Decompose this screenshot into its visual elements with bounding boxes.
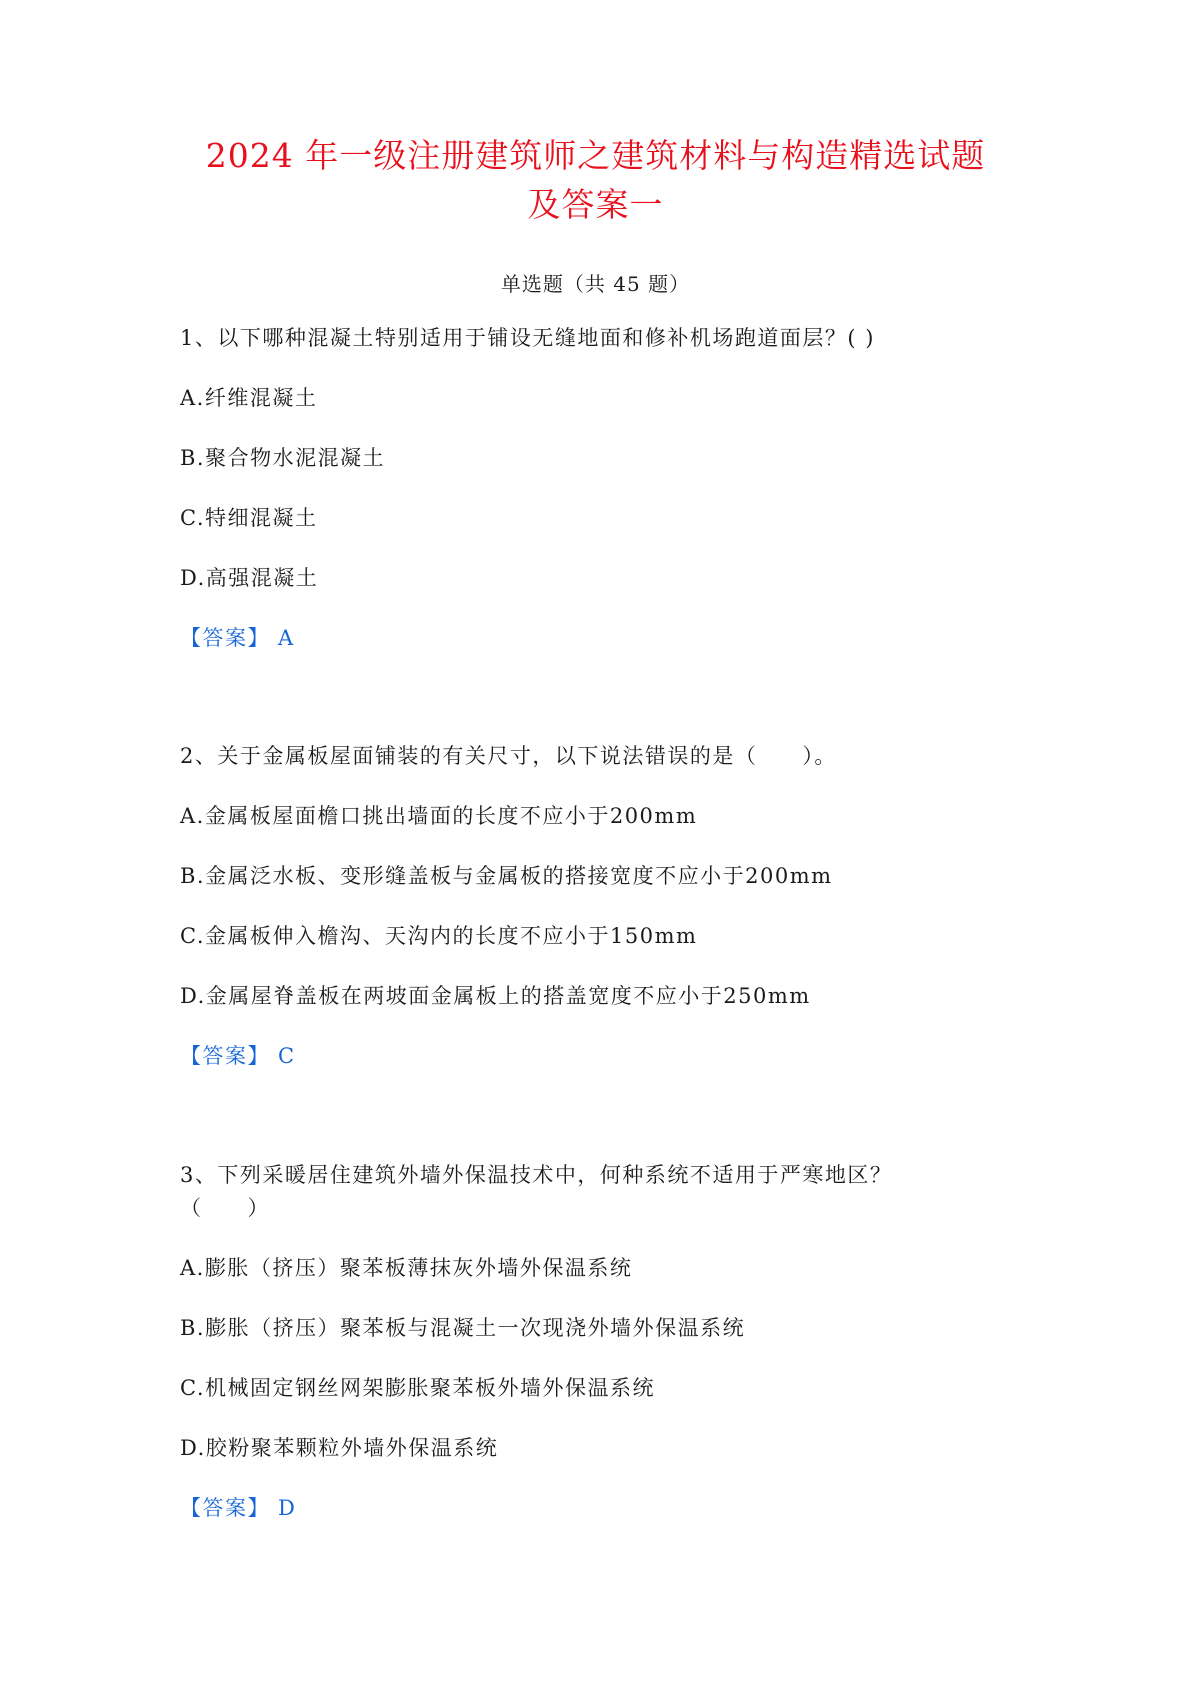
answer-value: A bbox=[278, 626, 295, 650]
question-2-stem: 2、关于金属板屋面铺装的有关尺寸，以下说法错误的是（ ）。 bbox=[180, 744, 837, 768]
question-2-option-a: A.金属板屋面檐口挑出墙面的长度不应小于200mm bbox=[180, 804, 698, 828]
answer-value: D bbox=[278, 1496, 297, 1520]
question-3-stem: 3、下列采暖居住建筑外墙外保温技术中，何种系统不适用于严寒地区？ bbox=[180, 1163, 893, 1187]
question-3-answer bbox=[180, 1498, 296, 1519]
section-heading: 单选题（共 45 题） bbox=[500, 272, 691, 296]
question-2-answer bbox=[180, 1046, 296, 1067]
question-1-answer bbox=[180, 628, 295, 649]
question-1-option-c: C.特细混凝土 bbox=[180, 506, 318, 530]
question-3-stem-continuation: （ ） bbox=[180, 1196, 270, 1220]
question-2-option-d: D.金属屋脊盖板在两坡面金属板上的搭盖宽度不应小于250mm bbox=[180, 984, 811, 1008]
question-2-option-b: B.金属泛水板、变形缝盖板与金属板的搭接宽度不应小于200mm bbox=[180, 864, 833, 888]
question-3-option-b: B.膨胀（挤压）聚苯板与混凝土一次现浇外墙外保温系统 bbox=[180, 1316, 746, 1340]
document-title-line-2: 及答案一 bbox=[527, 185, 664, 224]
answer-label: 【答案】 bbox=[180, 1496, 270, 1520]
question-1-option-b: B.聚合物水泥混凝土 bbox=[180, 446, 386, 470]
question-1-option-a: A.纤维混凝土 bbox=[180, 386, 318, 410]
question-3-option-a: A.膨胀（挤压）聚苯板薄抹灰外墙外保温系统 bbox=[180, 1256, 633, 1280]
question-3-option-d: D.胶粉聚苯颗粒外墙外保温系统 bbox=[180, 1436, 499, 1460]
document-title-line-1: 2024 年一级注册建筑师之建筑材料与构造精选试题 bbox=[205, 136, 986, 175]
answer-label: 【答案】 bbox=[180, 626, 270, 650]
answer-label: 【答案】 bbox=[180, 1044, 270, 1068]
question-2-option-c: C.金属板伸入檐沟、天沟内的长度不应小于150mm bbox=[180, 924, 698, 948]
answer-value: C bbox=[278, 1044, 296, 1068]
question-3-option-c: C.机械固定钢丝网架膨胀聚苯板外墙外保温系统 bbox=[180, 1376, 655, 1400]
question-1-option-d: D.高强混凝土 bbox=[180, 566, 319, 590]
question-1-stem: 1、以下哪种混凝土特别适用于铺设无缝地面和修补机场跑道面层？( ) bbox=[180, 326, 875, 350]
